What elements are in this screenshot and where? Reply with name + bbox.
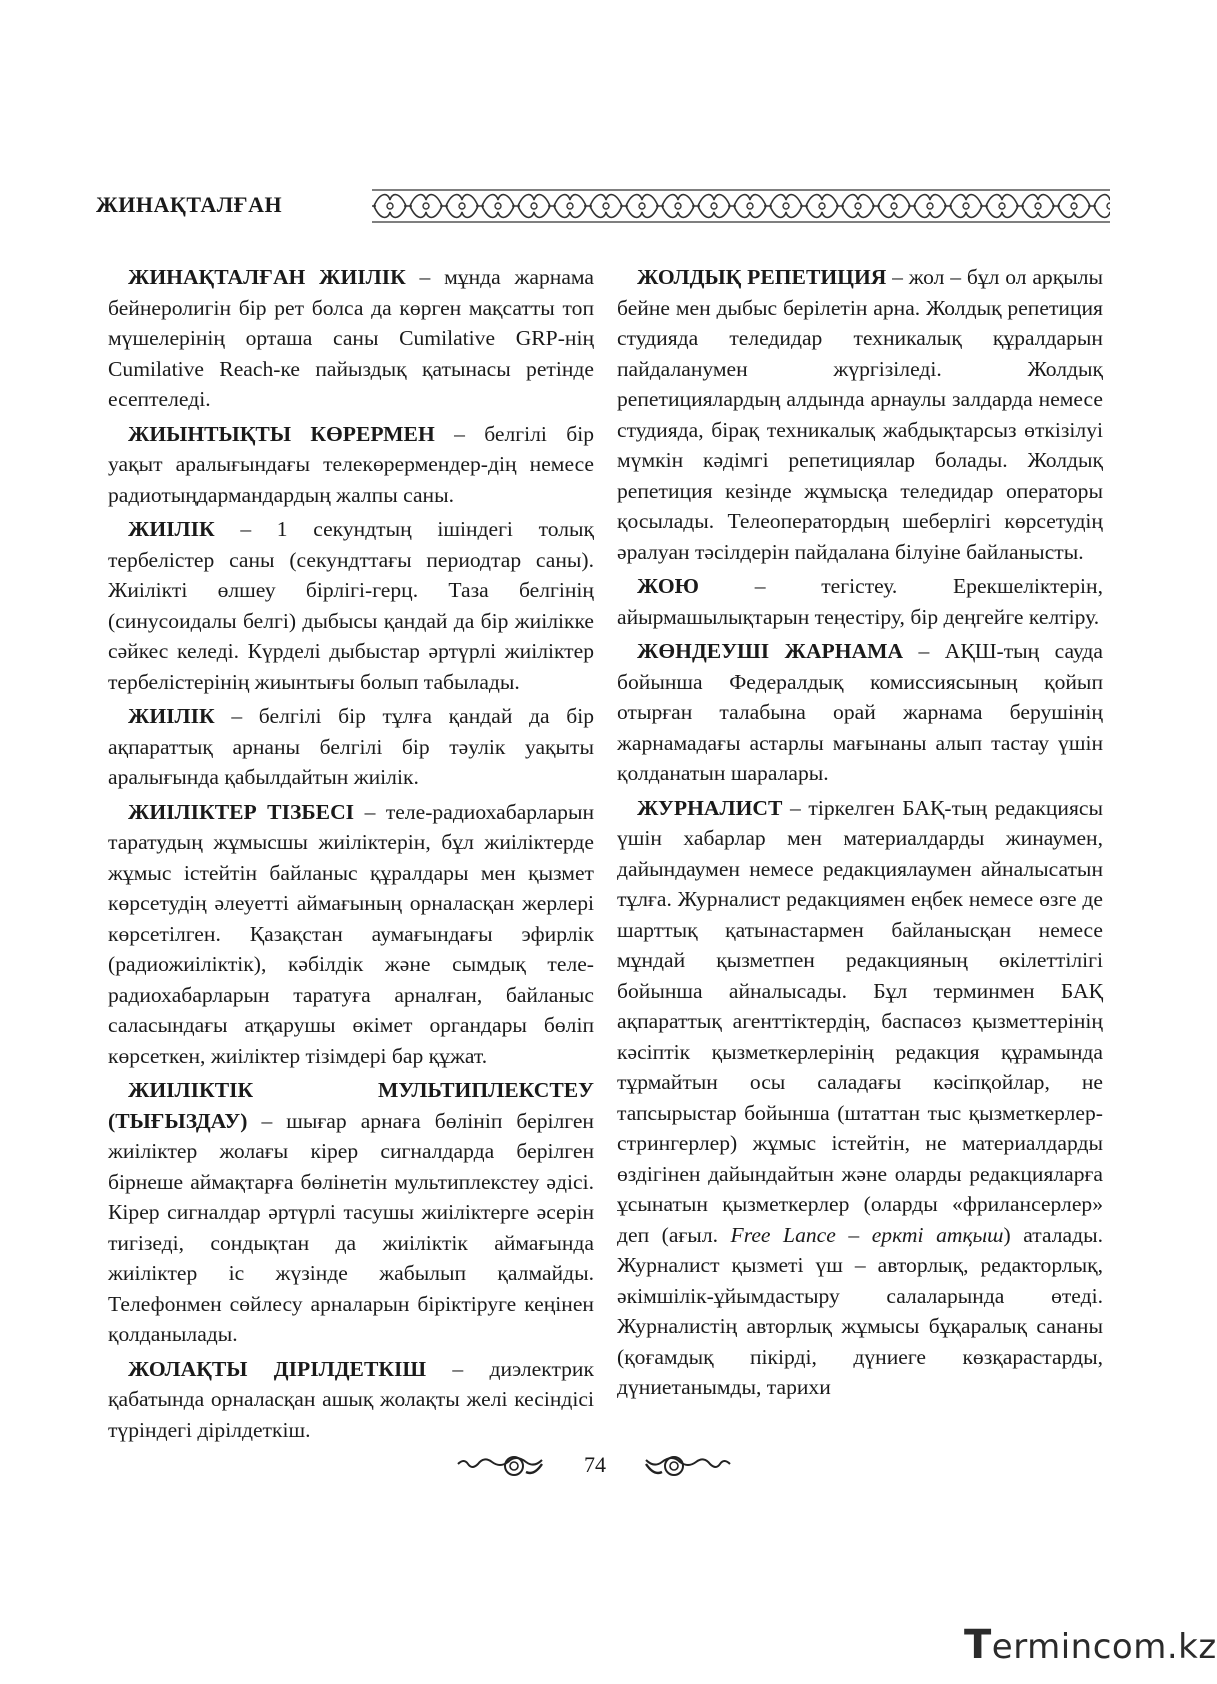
page-footer (0, 1448, 1191, 1488)
entry-definition: 1 секундтың ішіндегі толық тербелістер саны (секундттағы периодтар саны). Жиілікті өлшеу бірлігі-герц. Таза белгінің (синусоидалы белгі) дыбысы қандай да бір жиілікке сәйкес келеді. Күрделі дыбыстар әртүрлі жиіліктер тербелістерінің жиынтығы болып табылады. (108, 517, 595, 694)
entry-separator: – (782, 795, 809, 820)
entry-separator: – (214, 704, 259, 728)
dictionary-entry (617, 571, 1103, 632)
entry-definition: тіркелген БАҚ-тың редакциясы үшін хабарлар мен материалдарды жинаумен, дайындаумен немесе редакциялаумен айналысатын тұлға. Журналист редакциямен еңбек немесе өзге де шарттық қатынастармен байланысқан немесе мұндай қызметпен редакцияның өкілеттілігі бойынша айналысады. Бұл терминмен БАҚ ақпараттық агенттіктердің, баспасөз қызметтерінің кәсіптік қызметкерлерінің редакция құрамында тұрмайтын осы саладағы кәсіпқойлар, не тапсырыстар бойынша (штаттан тыс қызметкерлер-стрингерлер) жұмыс істейтін, не материалдарды өздігінен дайындайтын және оларды редакцияларға ұсынатын қызметкерлер (оларды «фрилансерлер» деп (ағыл. (617, 795, 1104, 1247)
entry-definition: шығар арнаға бөлініп берілген жиіліктер жолағы кірер сигналдарда берілген бірнеше аймақтарға бөлінетін мультиплекстеу әдісі. Кірер сигналдар әртүрлі тасушы жиіліктерге әсерін тигізеді, сондықтан да жиіліктік аймағында жиіліктер іс жүзінде жабылып қалмайды. Телефонмен сөйлесу арналарын біріктіруге кеңінен қолданылады. (108, 1108, 594, 1346)
entry-separator: – (354, 799, 386, 824)
dictionary-entry (617, 793, 1103, 1403)
entry-separator: – (698, 574, 822, 598)
entry-definition: тегістеу. Ерекшеліктерін, айырмашылықтарын теңестіру, бір деңгейге келтіру. (617, 574, 1104, 629)
watermark (964, 1622, 1217, 1668)
entry-definition: белгілі бір уақыт аралығындағы телекөрермендер-дің немесе радиотыңдармандардың жалпы саны. (108, 421, 595, 507)
entry-definition: белгілі бір тұлға қандай да бір ақпараттық арнаны белгілі бір тәулік уақыты аралығында қабылдайтын жиілік. (108, 704, 594, 789)
entry-separator: – (434, 421, 485, 446)
entry-term: ЖОЛДЫҚ РЕПЕТИЦИЯ (637, 265, 887, 289)
page-number: 74 (584, 1452, 606, 1477)
entry-term: ЖИІЛІКТЕР ТІЗБЕСІ (128, 799, 355, 824)
entry-term: ЖОЛАҚТЫ ДІРІЛДЕТКІШ (128, 1356, 427, 1381)
entry-term: ЖӨНДЕУШІ ЖАРНАМА (637, 639, 904, 663)
dictionary-entry (108, 797, 594, 1072)
entry-definition-continued: ) аталады. Журналист қызметі үш – авторлық, редакторлық, әкімшілік-ұйымдастыру салаларында өтеді. Журналистің авторлық жұмысы бұқаралық сананы (қоғамдық пікірді, дүниеге көзқарастарды, дүниетанымды, тарихи (617, 1222, 1103, 1399)
dictionary-entry (108, 514, 594, 697)
entry-separator: – (426, 1356, 490, 1381)
entry-definition: теле-радиохабарларын таратудың жұмысшы жиіліктерін, бұл жиіліктерде жұмыс істейтін байланыс құралдары мен қызмет көрсетудің әлеуетті аймағының орналасқан жерлері көрсетілген. Қазақстан аумағындағы эфирлік (радиожиіліктік), кәбілдік және сымдық теле-радиохабарларын таратуға арналған, байланыс саласындағы атқарушы өкімет органдары бөліп көрсеткен, жиіліктер тізімдері бар құжат. (108, 799, 595, 1068)
entry-term: ЖИНАҚТАЛҒАН ЖИІЛІК (128, 265, 406, 289)
dictionary-entry (108, 1354, 594, 1446)
page-header (96, 188, 1110, 228)
entry-separator: – (886, 265, 909, 289)
dictionary-entry (108, 419, 594, 511)
left-column (108, 262, 594, 1449)
right-column (617, 262, 1103, 1407)
entry-term: ЖОЮ (637, 574, 699, 598)
entry-term: ЖИІЛІК (128, 704, 215, 728)
footer-ornament-right (642, 1450, 734, 1482)
entry-separator: – (903, 639, 945, 663)
entry-separator: – (214, 517, 277, 541)
entry-definition: жол – бұл ол арқылы бейне мен дыбыс берілетін арна. Жолдық репетиция студияда теледидар техникалық құралдарын пайдаланумен жүргізіледі. Жолдық репетициялардың алдында арнаулы залдарда немесе студияда, бірақ техникалық жабдықтарсыз өткізілуі мүмкін кәдімгі репетициялар болады. Жолдық репетиция кезінде жұмысқа теледидар операторы қосылады. Телеоператордың шеберлігі көрсетудің әралуан тәсілдерін пайдалана білуіне байланысты. (617, 265, 1104, 564)
entry-definition: диэлектрик қабатында орналасқан ашық жолақты желі кесіндісі түріндегі дірілдеткіш. (108, 1356, 594, 1442)
dictionary-entry (617, 636, 1103, 789)
ornament-band (372, 188, 1110, 224)
watermark-rest: ermincom.kz (991, 1627, 1217, 1667)
footer-ornament-left (454, 1450, 546, 1482)
entry-definition: мұнда жарнама бейнеролигін бір рет болса да көрген мақсатты топ мүшелерінің орташа саны Cumilative GRP-нің Cumilative Reach-ке пайыздық қатынасы ретінде есептеледі. (108, 265, 594, 411)
entry-separator: – (405, 265, 445, 289)
dictionary-entry (108, 1075, 594, 1350)
entry-definition: АҚШ-тың сауда бойынша Федералдық комиссиясының қойып отырған талабына орай жарнама берушінің жарнамадағы астарлы мағынаны алып тастау үшін қолданатын шаралары. (617, 639, 1104, 785)
dictionary-entry (617, 262, 1103, 567)
entry-term: ЖУРНАЛИСТ (637, 795, 783, 820)
running-head: ЖИНАҚТАЛҒАН (96, 192, 283, 217)
entry-term: ЖИЫНТЫҚТЫ КӨРЕРМЕН (128, 421, 435, 446)
watermark-first-letter: T (964, 1622, 992, 1668)
entry-separator: – (247, 1108, 287, 1133)
dictionary-entry (108, 701, 594, 793)
entry-term: ЖИІЛІКТІК МУЛЬТИПЛЕКСТЕУ (ТЫҒЫЗДАУ) (108, 1078, 594, 1133)
entry-italic-gloss: Free Lance – еркті атқыш (730, 1222, 1004, 1247)
dictionary-entry (108, 262, 594, 415)
entry-term: ЖИІЛІК (128, 517, 215, 541)
